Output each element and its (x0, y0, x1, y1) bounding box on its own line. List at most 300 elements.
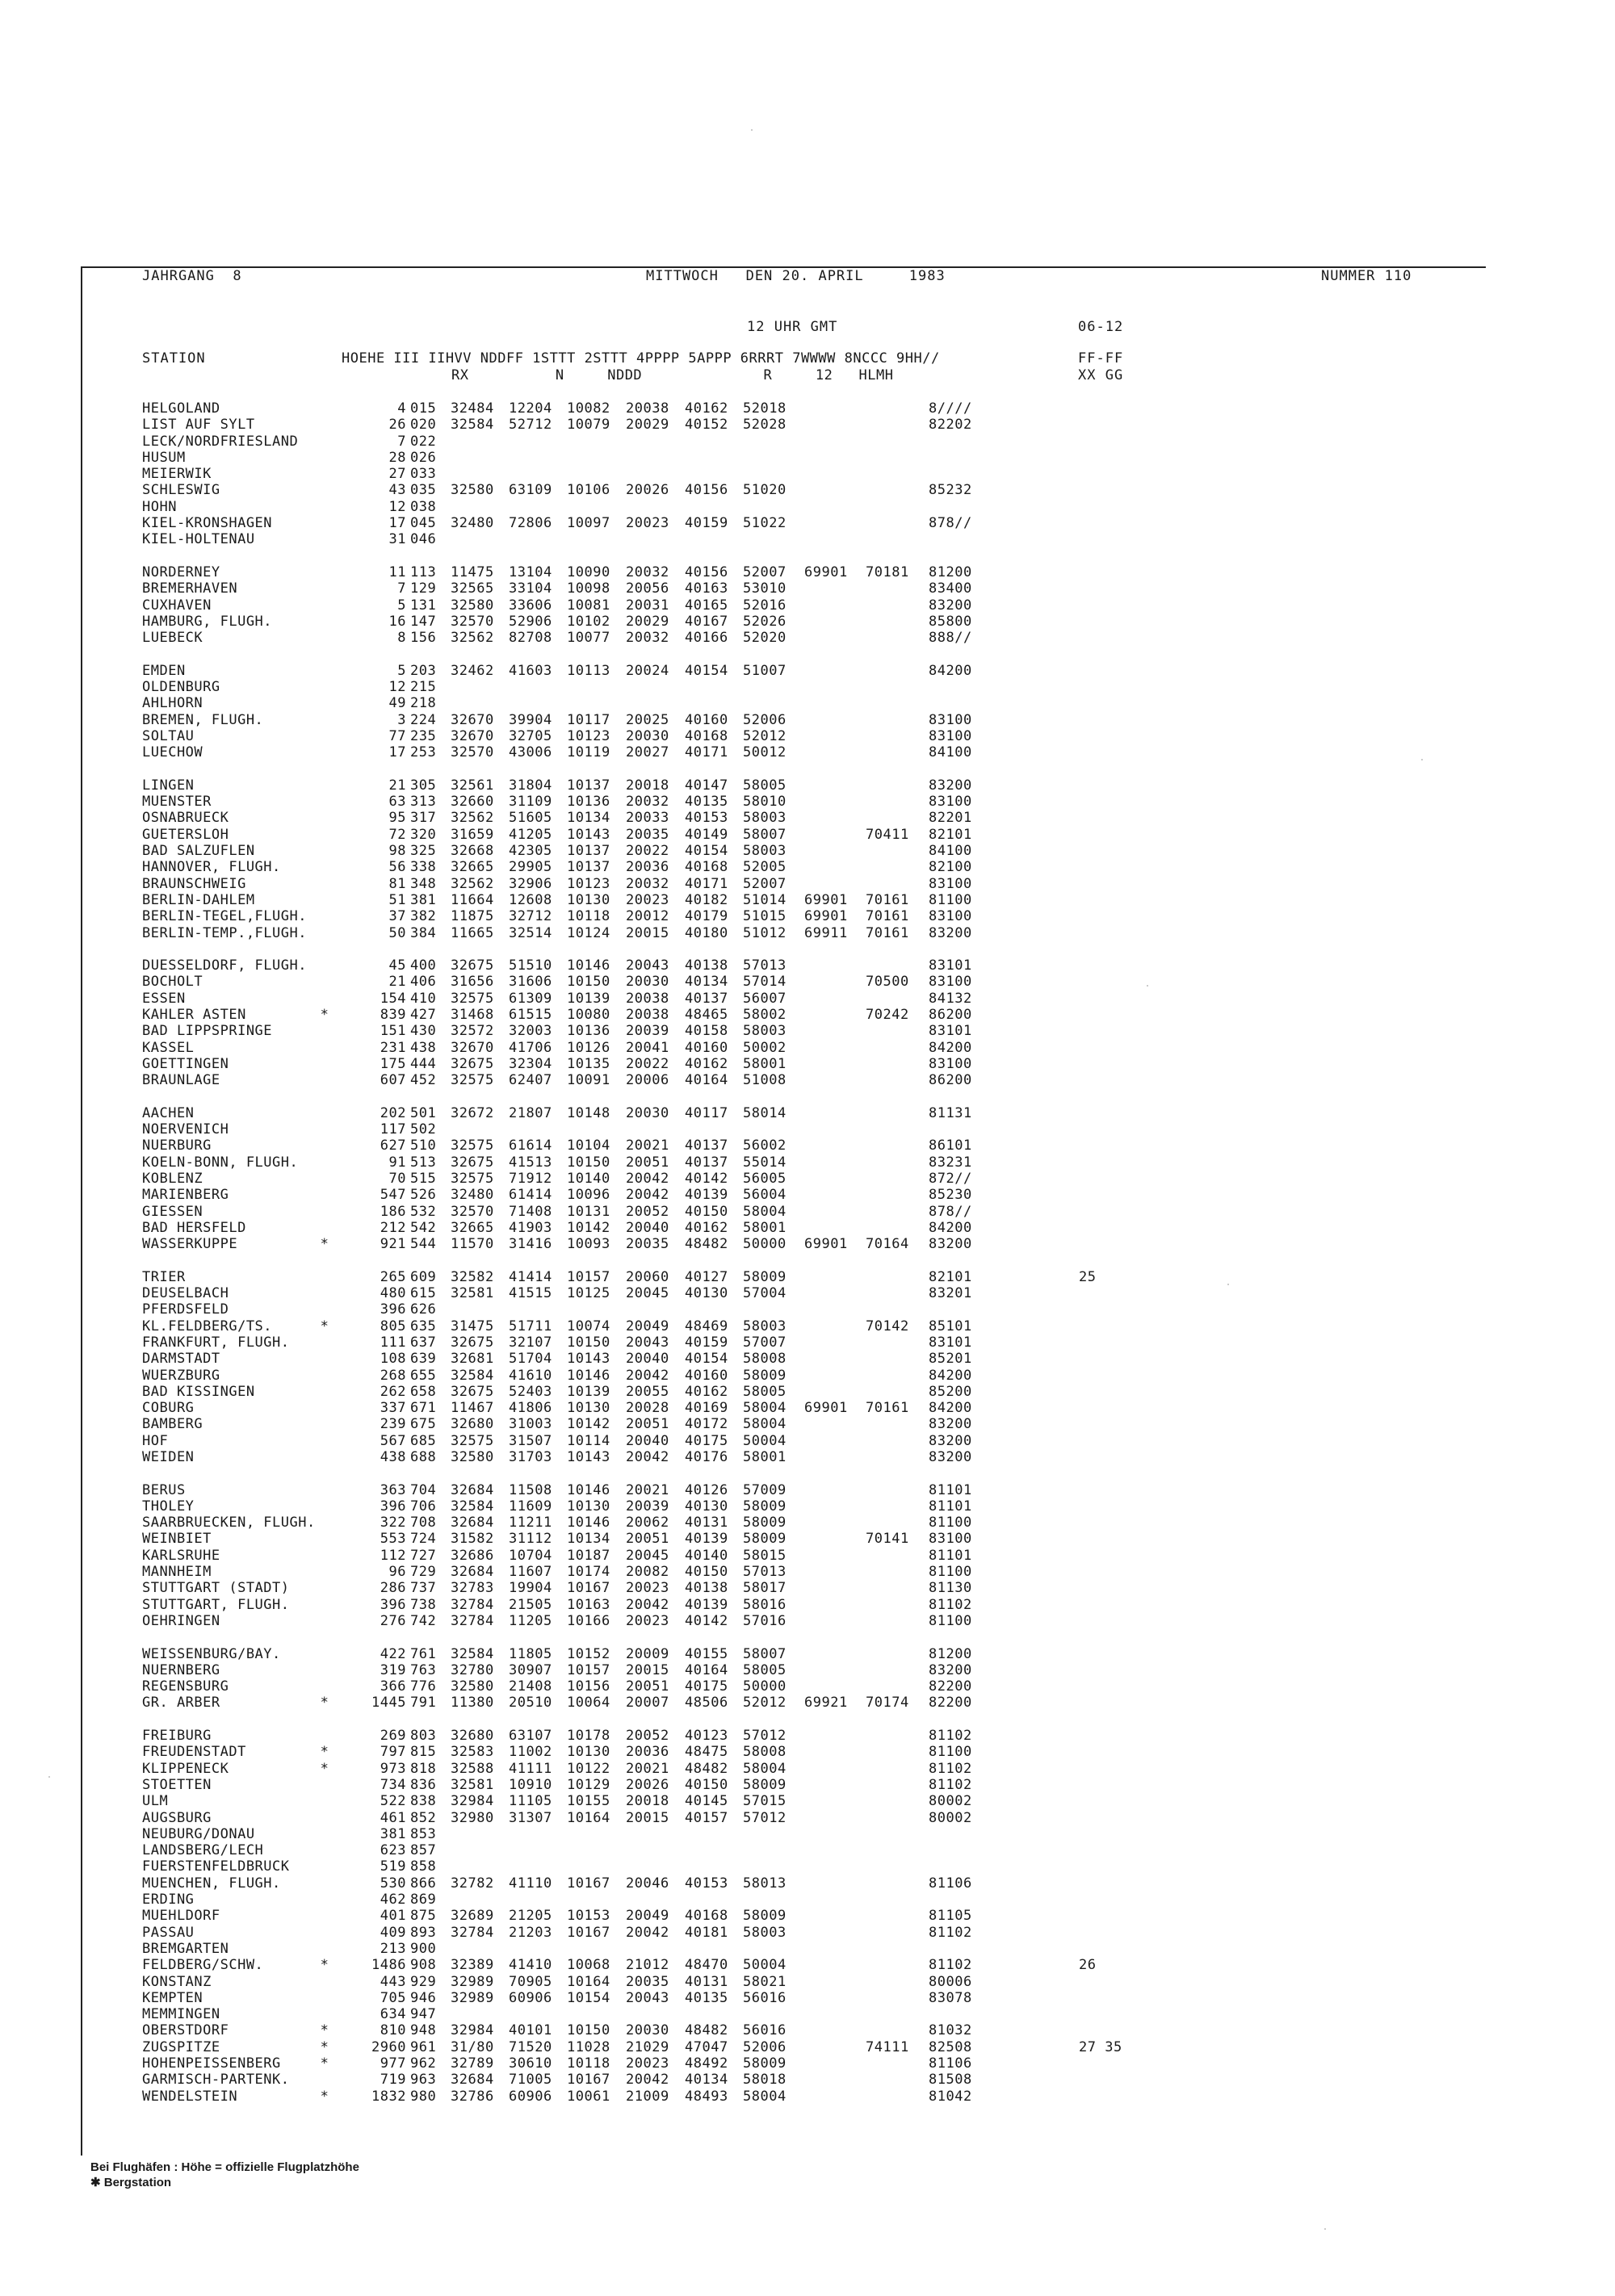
height: 462 (380, 1892, 406, 1908)
height: 8 (397, 630, 406, 647)
group-iihvv: 32584 (451, 1498, 494, 1515)
station-number: 515 (410, 1170, 437, 1187)
table-row (137, 1236, 1349, 1252)
table-row (137, 1925, 1349, 1941)
group-2sttt: 20041 (626, 1039, 669, 1056)
group-iihvv: 32783 (451, 1580, 494, 1597)
height: 627 (380, 1138, 406, 1154)
station-name: AACHEN (142, 1104, 195, 1121)
group-4pppp: 40155 (685, 1645, 728, 1662)
height: 839 (380, 1006, 406, 1023)
group-nddff: 12608 (509, 891, 552, 908)
table-row (137, 1121, 1349, 1138)
group-1sttt: 10167 (567, 1875, 610, 1892)
group-iihvv: 32689 (451, 1908, 494, 1925)
group-nddff: 19904 (509, 1580, 552, 1597)
group-5appp: 56004 (743, 1187, 787, 1204)
table-row (137, 1285, 1349, 1301)
station-name: FRANKFURT, FLUGH. (142, 1334, 290, 1351)
group-iihvv: 31659 (451, 826, 494, 843)
station-number: 131 (410, 597, 437, 614)
group-spacer (137, 1252, 1349, 1268)
table-row (137, 1613, 1349, 1629)
height: 805 (380, 1318, 406, 1334)
group-6rrrt: 69911 (804, 924, 848, 941)
station-number: 045 (410, 515, 437, 532)
group-8nccc: 878// (929, 515, 972, 532)
table-row (137, 876, 1349, 892)
table-row (137, 434, 1349, 450)
group-nddff: 71912 (509, 1170, 552, 1187)
group-nddff: 72806 (509, 515, 552, 532)
group-2sttt: 20023 (626, 1612, 669, 1629)
height: 634 (380, 2006, 406, 2023)
group-iihvv: 32575 (451, 990, 494, 1007)
group-2sttt: 20056 (626, 580, 669, 597)
height: 1486 (371, 1957, 406, 1974)
group-5appp: 56007 (743, 990, 787, 1007)
group-nddff: 21205 (509, 1908, 552, 1925)
group-7wwww: 70164 (866, 1236, 909, 1253)
height: 231 (380, 1039, 406, 1056)
group-8nccc: 86200 (929, 1006, 972, 1023)
group-5appp: 51020 (743, 482, 787, 499)
group-5appp: 58003 (743, 1318, 787, 1334)
station-name: BAD SALZUFLEN (142, 843, 255, 860)
station-number: 015 (410, 400, 437, 417)
station-number: 224 (410, 711, 437, 728)
group-2sttt: 20021 (626, 1760, 669, 1777)
station-number: 218 (410, 695, 437, 712)
station-name: LIST AUF SYLT (142, 417, 255, 434)
group-5appp: 56002 (743, 1138, 787, 1154)
group-nddff: 60906 (509, 2088, 552, 2105)
table-row (137, 1941, 1349, 1957)
report-time: 12 UHR GMT (747, 319, 838, 335)
group-nddff: 21203 (509, 1924, 552, 1941)
height: 50 (388, 924, 406, 941)
group-nddff: 32107 (509, 1334, 552, 1351)
group-1sttt: 10130 (567, 1744, 610, 1761)
height: 409 (380, 1924, 406, 1941)
group-nddff: 31606 (509, 974, 552, 991)
station-number: 305 (410, 777, 437, 794)
table-row (137, 1318, 1349, 1334)
table-row (137, 1858, 1349, 1875)
table-row (137, 1351, 1349, 1367)
station-name: FREUDENSTADT (142, 1744, 246, 1761)
group-4pppp: 40158 (685, 1023, 728, 1040)
station-name: KOBLENZ (142, 1170, 203, 1187)
height: 522 (380, 1793, 406, 1810)
height: 480 (380, 1285, 406, 1302)
group-iihvv: 31468 (451, 1006, 494, 1023)
group-1sttt: 10096 (567, 1187, 610, 1204)
height: 438 (380, 1449, 406, 1465)
table-row (137, 531, 1349, 547)
group-2sttt: 20030 (626, 727, 669, 744)
station-number: 963 (410, 2072, 437, 2089)
height: 56 (388, 859, 406, 876)
group-2sttt: 20040 (626, 1432, 669, 1449)
group-8nccc: 80002 (929, 1793, 972, 1810)
group-iihvv: 32784 (451, 1924, 494, 1941)
station-number: 410 (410, 990, 437, 1007)
group-iihvv: 32680 (451, 1728, 494, 1745)
group-1sttt: 10098 (567, 580, 610, 597)
group-nddff: 41610 (509, 1367, 552, 1384)
group-iihvv: 32684 (451, 1481, 494, 1498)
table-row (137, 1875, 1349, 1892)
group-4pppp: 40162 (685, 1055, 728, 1072)
group-1sttt: 10061 (567, 2088, 610, 2105)
group-nddff: 10910 (509, 1776, 552, 1793)
table-row (137, 466, 1349, 482)
group-2sttt: 20039 (626, 1498, 669, 1515)
group-5appp: 55014 (743, 1154, 787, 1171)
group-4pppp: 40139 (685, 1187, 728, 1204)
table-row (137, 892, 1349, 908)
mountain-marker: * (320, 2055, 329, 2072)
group-4pppp: 40137 (685, 990, 728, 1007)
height: 21 (388, 777, 406, 794)
group-5appp: 57013 (743, 957, 787, 974)
table-row (137, 1744, 1349, 1760)
group-2sttt: 20042 (626, 1367, 669, 1384)
group-4pppp: 40160 (685, 1367, 728, 1384)
station-number: 147 (410, 613, 437, 630)
group-nddff: 29905 (509, 859, 552, 876)
group-1sttt: 11028 (567, 2038, 610, 2055)
group-2sttt: 20015 (626, 1661, 669, 1678)
group-7wwww: 70411 (866, 826, 909, 843)
height: 319 (380, 1661, 406, 1678)
station-number: 046 (410, 531, 437, 548)
group-2sttt: 20021 (626, 1481, 669, 1498)
group-1sttt: 10097 (567, 515, 610, 532)
table-row (137, 450, 1349, 466)
height: 175 (380, 1055, 406, 1072)
group-8nccc: 83100 (929, 1531, 972, 1548)
group-6rrrt: 69901 (804, 564, 848, 580)
group-5appp: 58009 (743, 1776, 787, 1793)
table-row (137, 1990, 1349, 2006)
group-4pppp: 48469 (685, 1318, 728, 1334)
group-5appp: 58008 (743, 1351, 787, 1368)
station-name: MEMMINGEN (142, 2006, 220, 2023)
table-row (137, 1023, 1349, 1039)
station-number: 776 (410, 1678, 437, 1695)
group-4pppp: 40138 (685, 957, 728, 974)
table-row (137, 1580, 1349, 1596)
height: 3 (397, 711, 406, 728)
group-8nccc: 81106 (929, 2055, 972, 2072)
group-1sttt: 10142 (567, 1416, 610, 1433)
group-8nccc: 82101 (929, 826, 972, 843)
group-nddff: 31307 (509, 1809, 552, 1826)
height: 396 (380, 1301, 406, 1318)
group-5appp: 58007 (743, 1645, 787, 1662)
group-iihvv: 32588 (451, 1760, 494, 1777)
height: 12 (388, 498, 406, 515)
group-1sttt: 10174 (567, 1564, 610, 1581)
station-name: BRAUNSCHWEIG (142, 875, 246, 892)
station-number: 706 (410, 1498, 437, 1515)
group-4pppp: 40182 (685, 891, 728, 908)
table-row (137, 2089, 1349, 2105)
group-5appp: 52005 (743, 859, 787, 876)
station-number: 510 (410, 1138, 437, 1154)
group-nddff: 71520 (509, 2038, 552, 2055)
station-name: AHLHORN (142, 695, 203, 712)
group-1sttt: 10164 (567, 1973, 610, 1990)
group-4pppp: 40175 (685, 1678, 728, 1695)
group-7wwww: 74111 (866, 2038, 909, 2055)
group-iihvv: 32675 (451, 1334, 494, 1351)
station-number: 671 (410, 1400, 437, 1417)
group-8nccc: 82508 (929, 2038, 972, 2055)
group-iihvv: 32565 (451, 580, 494, 597)
group-1sttt: 10126 (567, 1039, 610, 1056)
table-row (137, 1138, 1349, 1154)
group-iihvv: 32660 (451, 794, 494, 811)
group-1sttt: 10077 (567, 630, 610, 647)
group-5appp: 52018 (743, 400, 787, 417)
group-5appp: 53010 (743, 580, 787, 597)
group-8nccc: 83101 (929, 957, 972, 974)
group-nddff: 70905 (509, 1973, 552, 1990)
station-name: WEINBIET (142, 1531, 212, 1548)
table-row (137, 1400, 1349, 1416)
group-1sttt: 10167 (567, 1580, 610, 1597)
group-8nccc: 83100 (929, 727, 972, 744)
height: 396 (380, 1596, 406, 1613)
group-iihvv: 32780 (451, 1661, 494, 1678)
group-2sttt: 20006 (626, 1072, 669, 1089)
group-4pppp: 40180 (685, 924, 728, 941)
table-row (137, 1384, 1349, 1400)
group-iihvv: 32984 (451, 1793, 494, 1810)
group-iihvv: 11570 (451, 1236, 494, 1253)
group-4pppp: 40163 (685, 580, 728, 597)
station-name: BAD KISSINGEN (142, 1383, 255, 1400)
group-6rrrt: 69901 (804, 891, 848, 908)
group-8nccc: 81106 (929, 1875, 972, 1892)
group-2sttt: 20038 (626, 400, 669, 417)
table-row (137, 1761, 1349, 1777)
group-6rrrt: 69901 (804, 1400, 848, 1417)
group-7wwww: 70174 (866, 1695, 909, 1712)
group-nddff: 52403 (509, 1383, 552, 1400)
group-nddff: 32906 (509, 875, 552, 892)
station-name: FREIBURG (142, 1728, 212, 1745)
group-4pppp: 40159 (685, 1334, 728, 1351)
group-2sttt: 20035 (626, 826, 669, 843)
group-4pppp: 40150 (685, 1564, 728, 1581)
group-8nccc: 878// (929, 1203, 972, 1220)
group-8nccc: 82100 (929, 859, 972, 876)
height: 363 (380, 1481, 406, 1498)
station-name: STUTTGART (STADT) (142, 1580, 290, 1597)
table-row (137, 1154, 1349, 1171)
station-name: LINGEN (142, 777, 195, 794)
height: 567 (380, 1432, 406, 1449)
group-nddff: 30907 (509, 1661, 552, 1678)
group-nddff: 32304 (509, 1055, 552, 1072)
group-2sttt: 20042 (626, 1187, 669, 1204)
station-name: BERLIN-DAHLEM (142, 891, 255, 908)
group-1sttt: 10137 (567, 843, 610, 860)
group-1sttt: 10164 (567, 1809, 610, 1826)
group-iihvv: 32582 (451, 1268, 494, 1285)
station-number: 857 (410, 1842, 437, 1859)
height: 49 (388, 695, 406, 712)
group-5appp: 50000 (743, 1678, 787, 1695)
group-spacer (137, 1088, 1349, 1104)
group-8nccc: 81102 (929, 1776, 972, 1793)
group-1sttt: 10135 (567, 1055, 610, 1072)
group-2sttt: 20012 (626, 908, 669, 925)
group-nddff: 12204 (509, 400, 552, 417)
group-1sttt: 10136 (567, 794, 610, 811)
group-6rrrt: 69921 (804, 1695, 848, 1712)
station-name: MUENSTER (142, 794, 212, 811)
group-nddff: 63109 (509, 482, 552, 499)
station-number: 866 (410, 1875, 437, 1892)
group-1sttt: 10166 (567, 1612, 610, 1629)
group-8nccc: 84200 (929, 662, 972, 679)
station-number: 020 (410, 417, 437, 434)
group-1sttt: 10150 (567, 1154, 610, 1171)
group-5appp: 58003 (743, 1924, 787, 1941)
station-number: 961 (410, 2038, 437, 2055)
group-8nccc: 86200 (929, 1072, 972, 1089)
group-2sttt: 20032 (626, 630, 669, 647)
height: 45 (388, 957, 406, 974)
height: 443 (380, 1973, 406, 1990)
group-1sttt: 10104 (567, 1138, 610, 1154)
group-4pppp: 40134 (685, 974, 728, 991)
group-7wwww: 70161 (866, 924, 909, 941)
station-name: NEUBURG/DONAU (142, 1825, 255, 1842)
station-name: OLDENBURG (142, 679, 220, 696)
group-spacer (137, 761, 1349, 777)
group-4pppp: 40140 (685, 1547, 728, 1564)
group-8nccc: 84200 (929, 1219, 972, 1236)
group-nddff: 61414 (509, 1187, 552, 1204)
height: 108 (380, 1351, 406, 1368)
group-iihvv: 11875 (451, 908, 494, 925)
group-5appp: 58018 (743, 2072, 787, 2089)
station-number: 542 (410, 1219, 437, 1236)
issue-number: NUMMER 110 (1321, 268, 1412, 284)
group-5appp: 58009 (743, 1268, 787, 1285)
speck (751, 129, 753, 131)
group-1sttt: 10136 (567, 1023, 610, 1040)
station-name: BREMGARTEN (142, 1940, 229, 1957)
group-iihvv: 32580 (451, 1678, 494, 1695)
group-2sttt: 20026 (626, 1776, 669, 1793)
station-name: PFERDSFELD (142, 1301, 229, 1318)
group-iihvv: 32670 (451, 1039, 494, 1056)
group-8nccc: 83100 (929, 794, 972, 811)
group-iihvv: 32675 (451, 1055, 494, 1072)
group-4pppp: 40171 (685, 875, 728, 892)
group-1sttt: 10143 (567, 826, 610, 843)
group-5appp: 52016 (743, 597, 787, 614)
station-number: 858 (410, 1858, 437, 1875)
station-number: 729 (410, 1564, 437, 1581)
station-number: 022 (410, 433, 437, 450)
group-5appp: 57015 (743, 1793, 787, 1810)
station-name: DARMSTADT (142, 1351, 220, 1368)
station-name: COBURG (142, 1400, 195, 1417)
group-5appp: 58001 (743, 1219, 787, 1236)
height: 977 (380, 2055, 406, 2072)
group-1sttt: 10082 (567, 400, 610, 417)
station-number: 908 (410, 1957, 437, 1974)
group-4pppp: 40175 (685, 1432, 728, 1449)
height: 27 (388, 466, 406, 483)
station-number: 203 (410, 662, 437, 679)
station-name: ESSEN (142, 990, 186, 1007)
table-row (137, 1072, 1349, 1088)
group-nddff: 41111 (509, 1760, 552, 1777)
height: 43 (388, 482, 406, 499)
group-iihvv: 11475 (451, 564, 494, 580)
group-5appp: 52012 (743, 1695, 787, 1712)
table-row (137, 1171, 1349, 1187)
group-2sttt: 20051 (626, 1416, 669, 1433)
group-4pppp: 40176 (685, 1449, 728, 1465)
station-number: 947 (410, 2006, 437, 2023)
group-1sttt: 10137 (567, 777, 610, 794)
group-1sttt: 10143 (567, 1449, 610, 1465)
station-number: 513 (410, 1154, 437, 1171)
group-iihvv: 32575 (451, 1432, 494, 1449)
station-number: 400 (410, 957, 437, 974)
table-row (137, 499, 1349, 515)
group-5appp: 58009 (743, 1498, 787, 1515)
group-8nccc: 83200 (929, 1416, 972, 1433)
station-name: KAHLER ASTEN (142, 1006, 246, 1023)
station-number: 635 (410, 1318, 437, 1334)
station-name: MUENCHEN, FLUGH. (142, 1875, 281, 1892)
table-row (137, 1433, 1349, 1449)
group-5appp: 58005 (743, 1661, 787, 1678)
station-name: EMDEN (142, 662, 186, 679)
mountain-marker: * (320, 2038, 329, 2055)
group-iihvv: 32989 (451, 1989, 494, 2006)
table-row (137, 597, 1349, 614)
group-8nccc: 83200 (929, 924, 972, 941)
station-name: MANNHEIM (142, 1564, 212, 1581)
group-4pppp: 40117 (685, 1104, 728, 1121)
group-nddff: 42305 (509, 843, 552, 860)
group-4pppp: 48493 (685, 2088, 728, 2105)
group-5appp: 58004 (743, 1416, 787, 1433)
group-2sttt: 20045 (626, 1547, 669, 1564)
group-1sttt: 10146 (567, 957, 610, 974)
group-iihvv: 32575 (451, 1170, 494, 1187)
table-row (137, 1056, 1349, 1072)
station-name: HANNOVER, FLUGH. (142, 859, 281, 876)
station-name: BAD LIPPSPRINGE (142, 1023, 273, 1040)
height: 286 (380, 1580, 406, 1597)
group-8nccc: 85232 (929, 482, 972, 499)
table-row (137, 843, 1349, 859)
group-iihvv: 32480 (451, 515, 494, 532)
